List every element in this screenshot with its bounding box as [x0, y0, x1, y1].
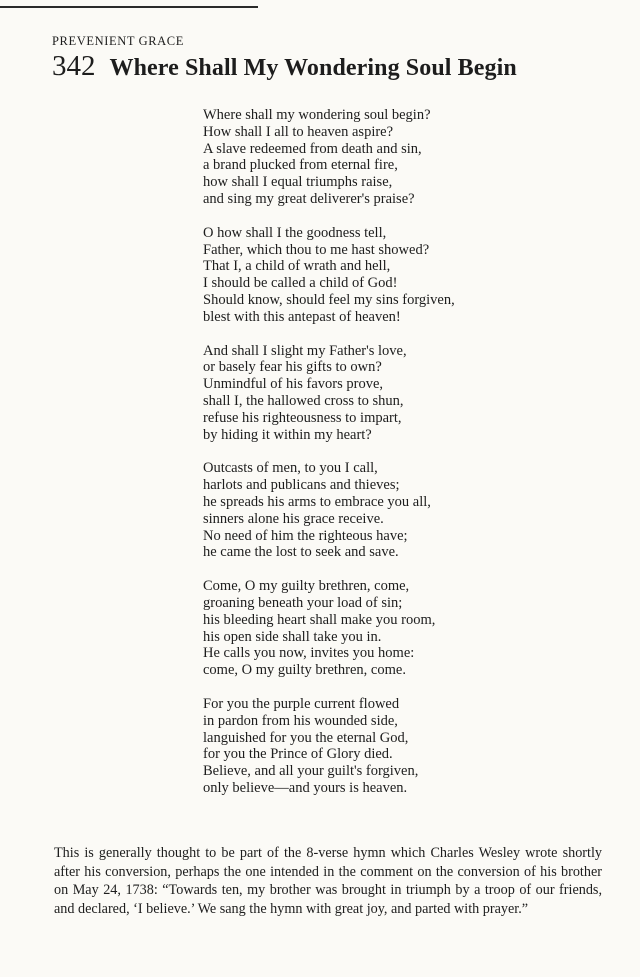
verse-line: how shall I equal triumphs raise, — [203, 174, 393, 191]
verse-line: his open side shall take you in. — [203, 628, 382, 645]
verse-line: shall I, the hallowed cross to shun, — [203, 392, 404, 409]
verse-line: Should know, should feel my sins forgiven, — [203, 291, 455, 308]
verse-line: Father, which thou to me hast showed? — [203, 241, 430, 258]
verse-line: That I, a child of wrath and hell, — [203, 258, 391, 275]
verse-line: A slave redeemed from death and sin, — [203, 140, 422, 157]
hymn-header — [52, 50, 517, 83]
verse-line: he spreads his arms to embrace you all, — [203, 493, 431, 510]
verse-line: only believe—and yours is heaven. — [203, 779, 408, 796]
stanza — [203, 225, 503, 326]
footnote: This is generally thought to be part of the 8-verse hymn which Charles Wesley wrote shortly after his conversion, perhaps the one intended in the comment on the conversion of his brother on May 24, 1738: “Towards ten, my brother was brought in triumph by a troop of our friends, and declared, ‘I believe.’ We sang the hymn with great joy, and parted with prayer.” — [54, 845, 602, 917]
verse-line: Believe, and all your guilt's forgiven, — [203, 763, 419, 780]
verse-line: come, O my guilty brethren, come. — [203, 662, 406, 679]
verse-line: his bleeding heart shall make you room, — [203, 611, 436, 628]
verse-line: How shall I all to heaven aspire? — [203, 123, 394, 140]
verse-line: languished for you the eternal God, — [203, 729, 409, 746]
verse-line: He calls you now, invites you home: — [203, 645, 415, 662]
stanza — [203, 696, 503, 797]
verse-line: And shall I slight my Father's love, — [203, 342, 407, 359]
verse-line: a brand plucked from eternal fire, — [203, 157, 398, 174]
verse-line: For you the purple current flowed — [203, 695, 400, 712]
verse-line: I should be called a child of God! — [203, 275, 398, 292]
verse-line: by hiding it within my heart? — [203, 426, 372, 443]
verse-line: Where shall my wondering soul begin? — [203, 107, 431, 123]
verse-line: harlots and publicans and thieves; — [203, 477, 400, 494]
verse-line: O how shall I the goodness tell, — [203, 224, 387, 241]
verse-line: and sing my great deliverer's praise? — [203, 190, 415, 207]
top-rule — [0, 6, 258, 8]
stanza — [203, 460, 503, 561]
stanza — [203, 343, 503, 444]
hymn-title: Where Shall My Wondering Soul Begin — [109, 55, 517, 81]
verse-line: he came the lost to seek and save. — [203, 544, 399, 561]
verse-line: Outcasts of men, to you I call, — [203, 460, 378, 477]
verse-line: blest with this antepast of heaven! — [203, 308, 401, 325]
verse-line: refuse his righteousness to impart, — [203, 409, 402, 426]
verse-line: or basely fear his gifts to own? — [203, 359, 382, 376]
verse-line: sinners alone his grace receive. — [203, 510, 384, 527]
verse-line: groaning beneath your load of sin; — [203, 594, 403, 611]
verse-line: No need of him the righteous have; — [203, 527, 408, 544]
verse-line: in pardon from his wounded side, — [203, 712, 398, 729]
section-label: PREVENIENT GRACE — [52, 34, 184, 48]
hymn-number: 342 — [52, 50, 96, 82]
stanza — [203, 578, 503, 679]
stanza — [203, 107, 503, 208]
verse-line: Come, O my guilty brethren, come, — [203, 578, 410, 595]
verse-line: for you the Prince of Glory died. — [203, 746, 393, 763]
verse-line: Unmindful of his favors prove, — [203, 376, 384, 393]
hymn-verses — [203, 107, 503, 814]
